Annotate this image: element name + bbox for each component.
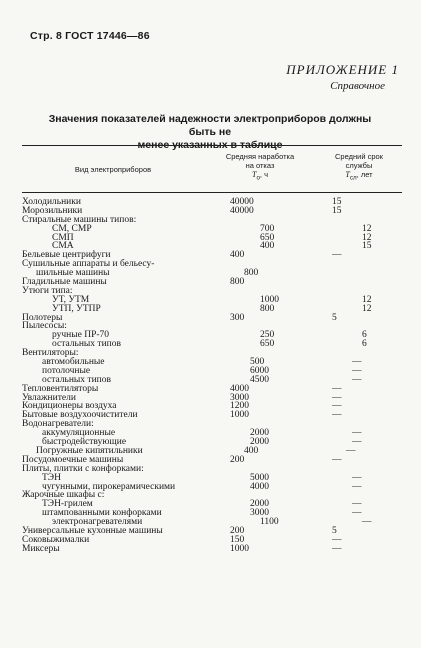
mtbf-cell: 40000 bbox=[230, 197, 254, 207]
service-life-cell bbox=[316, 278, 402, 287]
mtbf-cell: 650 bbox=[260, 339, 275, 350]
service-life-cell: 5 bbox=[332, 312, 337, 323]
service-life-cell: 12 bbox=[362, 232, 372, 243]
service-life-cell: 15 bbox=[332, 197, 342, 207]
service-life-cell: — bbox=[352, 481, 362, 492]
mtbf-cell: 4000 bbox=[230, 383, 249, 394]
service-life-cell: — bbox=[332, 543, 342, 554]
life-symbol: T bbox=[345, 170, 350, 179]
device-type-cell: остальных типов bbox=[52, 339, 121, 350]
mtbf-cell: 200 bbox=[230, 525, 245, 536]
device-type-cell: Гладильные машины bbox=[22, 277, 107, 288]
mtbf-cell: 500 bbox=[250, 357, 265, 368]
mtbf-cell: 4500 bbox=[250, 374, 269, 385]
life-header-line-1: Средний срок bbox=[335, 152, 383, 161]
service-life-cell: — bbox=[332, 383, 342, 394]
service-life-cell: — bbox=[332, 410, 342, 421]
mtbf-header-line-1: Средняя наработка bbox=[225, 152, 295, 161]
device-type-cell: Пылесосы: bbox=[22, 321, 67, 332]
device-type-cell: аккумуляционные bbox=[42, 428, 116, 439]
device-type-cell: чугунными, пирокерамическими bbox=[42, 481, 176, 492]
table-row bbox=[22, 305, 402, 314]
service-life-cell: 15 bbox=[332, 205, 342, 216]
device-type-cell: автомобильные bbox=[42, 357, 105, 368]
device-type-cell: Стиральные машины типов: bbox=[22, 214, 137, 225]
mtbf-cell: 1000 bbox=[230, 410, 249, 421]
service-life-cell: — bbox=[352, 499, 362, 510]
column-header-service-life bbox=[316, 146, 402, 192]
appendix-subtitle: Справочное bbox=[330, 80, 385, 92]
service-life-cell: 12 bbox=[362, 294, 372, 305]
table-row bbox=[22, 234, 402, 243]
device-type-cell: ТЭН-грилем bbox=[42, 499, 93, 510]
device-type-cell: Кондиционеры воздуха bbox=[22, 401, 117, 412]
service-life-cell bbox=[330, 269, 402, 278]
device-type-cell: Миксеры bbox=[22, 543, 60, 554]
device-type-cell: остальных типов bbox=[42, 374, 111, 385]
column-header-mtbf bbox=[204, 146, 316, 192]
device-type-cell: Водонагреватели: bbox=[22, 419, 94, 430]
device-type-cell: ручные ПР-70 bbox=[52, 330, 110, 341]
device-type-cell: Соковыжималки bbox=[22, 534, 90, 545]
device-type-cell: Увлажнители bbox=[22, 392, 76, 403]
service-life-cell: — bbox=[332, 454, 342, 465]
service-life-cell: — bbox=[352, 374, 362, 385]
service-life-cell: — bbox=[362, 517, 372, 528]
device-type-cell: ТЭН bbox=[42, 472, 61, 483]
life-symbol-subscript: сл bbox=[349, 174, 357, 182]
device-type-cell: СМА bbox=[52, 241, 74, 252]
device-type-cell: потолочные bbox=[42, 365, 91, 376]
device-type-cell: шильные машины bbox=[36, 268, 110, 279]
device-type-cell: УТП, УТПР bbox=[52, 303, 101, 314]
mtbf-cell: 650 bbox=[260, 232, 275, 243]
mtbf-symbol-subscript: о bbox=[256, 174, 260, 182]
mtbf-cell: 150 bbox=[230, 534, 245, 545]
service-life-cell: — bbox=[352, 508, 362, 519]
appendix-title: ПРИЛОЖЕНИЕ 1 bbox=[286, 62, 399, 77]
life-unit: , лет bbox=[356, 170, 373, 179]
mtbf-cell: 400 bbox=[260, 241, 275, 252]
page-header: Стр. 8 ГОСТ 17446—86 bbox=[30, 30, 150, 42]
service-life-cell: — bbox=[352, 357, 362, 368]
service-life-cell: — bbox=[332, 534, 342, 545]
service-life-cell bbox=[316, 216, 402, 225]
table-header bbox=[22, 146, 402, 193]
table-row bbox=[22, 225, 402, 234]
table-row bbox=[22, 536, 402, 545]
mtbf-cell: 400 bbox=[244, 445, 259, 456]
table-title-line-2: менее указанных в таблице bbox=[137, 139, 283, 151]
device-type-cell: Морозильники bbox=[22, 205, 83, 216]
mtbf-cell: 800 bbox=[244, 268, 259, 279]
table-row bbox=[22, 385, 402, 394]
service-life-cell: — bbox=[346, 445, 356, 456]
service-life-cell bbox=[316, 260, 402, 269]
service-life-cell bbox=[316, 322, 402, 331]
mtbf-cell: 300 bbox=[230, 312, 245, 323]
service-life-cell: — bbox=[352, 472, 362, 483]
mtbf-cell: 200 bbox=[230, 454, 245, 465]
table-row bbox=[22, 545, 402, 554]
service-life-cell bbox=[316, 287, 402, 296]
service-life-cell: 12 bbox=[362, 223, 372, 234]
mtbf-cell: 250 bbox=[260, 330, 275, 341]
mtbf-cell: 1000 bbox=[260, 294, 279, 305]
device-type-cell: Посудомоечные машины bbox=[22, 454, 124, 465]
service-life-cell: — bbox=[352, 365, 362, 376]
table-row bbox=[22, 278, 402, 287]
device-type-cell: Бытовые воздухоочистители bbox=[22, 410, 138, 421]
device-type-cell: штампованными конфорками bbox=[42, 508, 162, 519]
mtbf-cell: 40000 bbox=[230, 205, 254, 216]
mtbf-cell: 700 bbox=[260, 223, 275, 234]
table-title-line-1: Значения показателей надежности электроприборов должны быть не bbox=[48, 113, 372, 138]
service-life-cell: 6 bbox=[362, 339, 367, 350]
service-life-cell: — bbox=[332, 250, 342, 261]
mtbf-cell: 400 bbox=[230, 250, 245, 261]
device-type-cell: Тепловентиляторы bbox=[22, 383, 99, 394]
mtbf-cell: 4000 bbox=[250, 481, 269, 492]
device-type-cell: Утюги типа: bbox=[22, 285, 73, 296]
device-type-cell: Универсальные кухонные машины bbox=[22, 525, 163, 536]
device-type-cell: Погружные кипятильники bbox=[36, 445, 143, 456]
service-life-cell: — bbox=[352, 437, 362, 448]
device-type-cell: Вентиляторы: bbox=[22, 348, 79, 359]
mtbf-cell: 1000 bbox=[230, 543, 249, 554]
device-type-cell: Полотеры bbox=[22, 312, 63, 323]
mtbf-cell: 3000 bbox=[230, 392, 249, 403]
mtbf-header-line-2: на отказ bbox=[245, 161, 275, 170]
service-life-cell: — bbox=[332, 401, 342, 412]
reliability-table bbox=[22, 145, 402, 554]
mtbf-unit: , ч bbox=[259, 170, 268, 179]
mtbf-cell: 3000 bbox=[250, 508, 269, 519]
device-type-cell: Жарочные шкафы с: bbox=[22, 490, 105, 501]
mtbf-header-symbol bbox=[204, 170, 316, 183]
service-life-cell: 15 bbox=[362, 241, 372, 252]
mtbf-cell bbox=[204, 260, 316, 269]
service-life-cell: — bbox=[352, 428, 362, 439]
mtbf-cell: 1200 bbox=[230, 401, 249, 412]
life-header-line-2: службы bbox=[345, 161, 373, 170]
device-type-cell: СМП bbox=[52, 232, 74, 243]
table-row bbox=[22, 314, 402, 323]
service-life-cell: 12 bbox=[362, 303, 372, 314]
device-type-cell: УТ, УТМ bbox=[52, 294, 90, 305]
device-type-cell: Холодильники bbox=[22, 197, 81, 207]
service-life-cell: 6 bbox=[362, 330, 367, 341]
mtbf-symbol: T bbox=[251, 170, 257, 179]
device-type-cell: Плиты, плитки с конфорками: bbox=[22, 463, 144, 474]
mtbf-cell: 2000 bbox=[250, 437, 269, 448]
table-body bbox=[22, 193, 402, 554]
table-row bbox=[22, 465, 402, 474]
service-life-cell: 5 bbox=[332, 525, 337, 536]
device-type-cell: Сушильные аппараты и бельесу- bbox=[22, 259, 155, 270]
mtbf-cell: 1100 bbox=[260, 517, 279, 528]
column-header-device-type: Вид электроприборов bbox=[74, 164, 152, 174]
mtbf-cell: 2000 bbox=[250, 499, 269, 510]
mtbf-cell: 800 bbox=[260, 303, 275, 314]
device-type-cell: СМ, СМР bbox=[52, 223, 92, 234]
device-type-cell: электронагревателями bbox=[52, 517, 143, 528]
mtbf-cell: 5000 bbox=[250, 472, 269, 483]
service-life-cell: — bbox=[332, 392, 342, 403]
appendix-block bbox=[286, 62, 399, 92]
device-type-cell: Бельевые центрифуги bbox=[22, 250, 111, 261]
mtbf-cell: 800 bbox=[230, 277, 245, 288]
table-row bbox=[22, 340, 402, 349]
device-type-cell: быстродействующие bbox=[42, 437, 127, 448]
mtbf-cell: 6000 bbox=[250, 365, 269, 376]
life-header-symbol bbox=[316, 170, 402, 183]
mtbf-cell: 2000 bbox=[250, 428, 269, 439]
